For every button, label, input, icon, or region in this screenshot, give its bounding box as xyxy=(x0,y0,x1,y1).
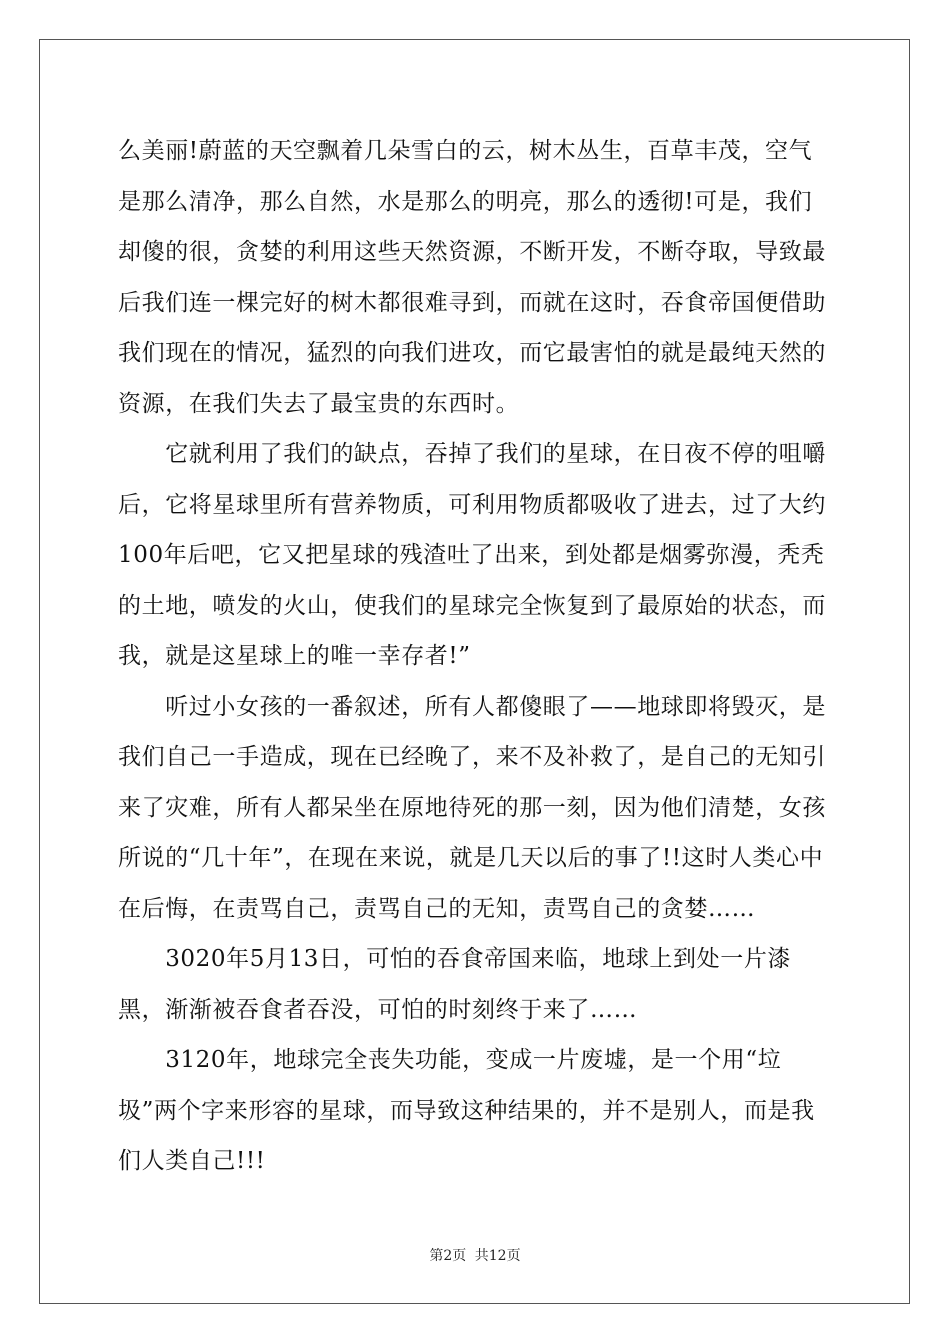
paragraph-5: 3120年，地球完全丧失功能，变成一片废墟，是一个用“垃圾”两个字来形容的星球，而导致这种结果的，并不是别人，而是我们人类自己!!! xyxy=(118,1047,815,1174)
paragraph-4: 3020年5月13日，可怕的吞食帝国来临，地球上到处一片漆黑，渐渐被吞食者吞没，可怕的时刻终于来了…… xyxy=(118,946,792,1023)
document-body xyxy=(118,126,834,1187)
paragraph-1: 么美丽!蔚蓝的天空飘着几朵雪白的云，树木丛生，百草丰茂，空气是那么清净，那么自然，水是那么的明亮，那么的透彻!可是，我们却傻的很，贪婪的利用这些天然资源，不断开发，不断夺取，导致最后我们连一棵完好的树木都很难寻到，而就在这时，吞食帝国便借助我们现在的情况，猛烈的向我们进攻，而它最害怕的就是最纯天然的资源，在我们失去了最宝贵的东西时。 xyxy=(118,138,826,417)
page-footer xyxy=(0,1245,950,1265)
page-number: 第2页 xyxy=(429,1248,467,1264)
page-total: 共12页 xyxy=(474,1248,521,1264)
paragraph-2: 它就利用了我们的缺点，吞掉了我们的星球，在日夜不停的咀嚼后，它将星球里所有营养物质，可利用物质都吸收了进去，过了大约100年后吧，它又把星球的残渣吐了出来，到处都是烟雾弥漫，秃秃的土地，喷发的火山，使我们的星球完全恢复到了最原始的状态，而我，就是这星球上的唯一幸存者!” xyxy=(118,441,826,669)
paragraph-3: 听过小女孩的一番叙述，所有人都傻眼了——地球即将毁灭，是我们自己一手造成，现在已经晚了，来不及补救了，是自己的无知引来了灾难，所有人都呆坐在原地待死的那一刻，因为他们清楚，女孩所说的“几十年”，在现在来说，就是几天以后的事了!!这时人类心中在后悔，在责骂自己，责骂自己的无知，责骂自己的贪婪…… xyxy=(118,693,826,922)
